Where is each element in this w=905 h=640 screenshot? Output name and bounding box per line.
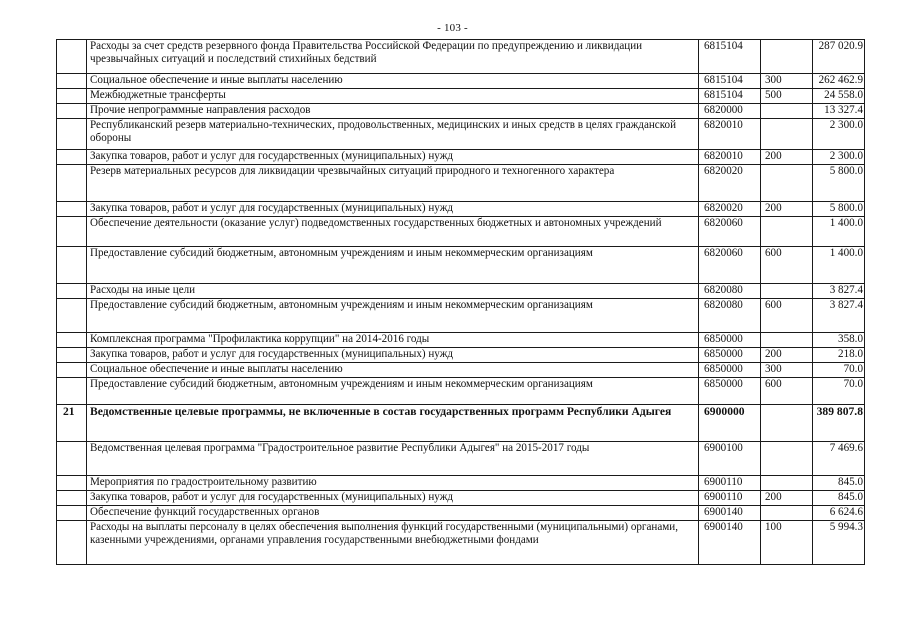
target-code-cell: 6820010 [699, 150, 761, 165]
item-name-cell: Прочие непрограммные направления расходов [87, 104, 699, 119]
amount-cell: 70.0 [813, 363, 865, 378]
table-row [57, 348, 865, 363]
target-code-cell: 6850000 [699, 363, 761, 378]
amount-cell: 262 462.9 [813, 74, 865, 89]
table-row [57, 284, 865, 299]
item-name-cell: Расходы на иные цели [87, 284, 699, 299]
amount-cell: 389 807.8 [813, 405, 865, 442]
row-number-cell [57, 165, 87, 202]
row-number-cell [57, 119, 87, 150]
item-name-cell: Закупка товаров, работ и услуг для государственных (муниципальных) нужд [87, 150, 699, 165]
expense-type-cell: 200 [761, 202, 813, 217]
table-row [57, 165, 865, 202]
target-code-cell: 6820020 [699, 165, 761, 202]
row-number-cell [57, 284, 87, 299]
item-name-cell: Обеспечение функций государственных органов [87, 506, 699, 521]
row-number-cell [57, 506, 87, 521]
item-name-cell: Мероприятия по градостроительному развитию [87, 476, 699, 491]
expense-type-cell [761, 284, 813, 299]
table-row [57, 40, 865, 74]
target-code-cell: 6820060 [699, 247, 761, 284]
expense-type-cell: 200 [761, 150, 813, 165]
row-number-cell [57, 378, 87, 405]
amount-cell: 5 994.3 [813, 521, 865, 565]
amount-cell: 1 400.0 [813, 217, 865, 247]
table-row [57, 378, 865, 405]
row-number-cell [57, 491, 87, 506]
budget-table [56, 39, 865, 565]
amount-cell: 7 469.6 [813, 442, 865, 476]
row-number-cell [57, 348, 87, 363]
amount-cell: 5 800.0 [813, 202, 865, 217]
table-row [57, 202, 865, 217]
target-code-cell: 6900140 [699, 506, 761, 521]
amount-cell: 845.0 [813, 476, 865, 491]
table-row [57, 405, 865, 442]
table-row [57, 363, 865, 378]
amount-cell: 2 300.0 [813, 119, 865, 150]
row-number-cell [57, 217, 87, 247]
expense-type-cell [761, 40, 813, 74]
row-number-cell [57, 476, 87, 491]
expense-type-cell [761, 119, 813, 150]
table-row [57, 119, 865, 150]
table-row [57, 521, 865, 565]
table-row [57, 217, 865, 247]
row-number-cell [57, 74, 87, 89]
table-row [57, 476, 865, 491]
expense-type-cell: 200 [761, 491, 813, 506]
target-code-cell: 6900110 [699, 491, 761, 506]
amount-cell: 1 400.0 [813, 247, 865, 284]
table-row [57, 104, 865, 119]
item-name-cell: Ведомственная целевая программа "Градостроительное развитие Республики Адыгея" на 2015-2017 годы [87, 442, 699, 476]
target-code-cell: 6815104 [699, 74, 761, 89]
expense-type-cell: 600 [761, 378, 813, 405]
item-name-cell: Резерв материальных ресурсов для ликвидации чрезвычайных ситуаций природного и техногенного характера [87, 165, 699, 202]
expense-type-cell [761, 333, 813, 348]
amount-cell: 13 327.4 [813, 104, 865, 119]
target-code-cell: 6850000 [699, 378, 761, 405]
table-row [57, 74, 865, 89]
target-code-cell: 6850000 [699, 333, 761, 348]
row-number-cell [57, 521, 87, 565]
target-code-cell: 6900100 [699, 442, 761, 476]
target-code-cell: 6900140 [699, 521, 761, 565]
table-row [57, 89, 865, 104]
row-number-cell [57, 363, 87, 378]
amount-cell: 218.0 [813, 348, 865, 363]
expense-type-cell: 100 [761, 521, 813, 565]
expense-type-cell [761, 476, 813, 491]
amount-cell: 3 827.4 [813, 284, 865, 299]
amount-cell: 358.0 [813, 333, 865, 348]
table-row [57, 333, 865, 348]
amount-cell: 287 020.9 [813, 40, 865, 74]
target-code-cell: 6820080 [699, 299, 761, 333]
item-name-cell: Предоставление субсидий бюджетным, автономным учреждениям и иным некоммерческим организациям [87, 299, 699, 333]
item-name-cell: Обеспечение деятельности (оказание услуг) подведомственных государственных бюджетных и автономных учреждений [87, 217, 699, 247]
row-number-cell [57, 89, 87, 104]
item-name-cell: Ведомственные целевые программы, не включенные в состав государственных программ Республики Адыгея [87, 405, 699, 442]
expense-type-cell [761, 217, 813, 247]
expense-type-cell: 500 [761, 89, 813, 104]
target-code-cell: 6820060 [699, 217, 761, 247]
target-code-cell: 6900000 [699, 405, 761, 442]
table-row [57, 491, 865, 506]
budget-table-body [57, 40, 865, 565]
target-code-cell: 6900110 [699, 476, 761, 491]
item-name-cell: Закупка товаров, работ и услуг для государственных (муниципальных) нужд [87, 348, 699, 363]
row-number-cell [57, 150, 87, 165]
expense-type-cell [761, 104, 813, 119]
item-name-cell: Предоставление субсидий бюджетным, автономным учреждениям и иным некоммерческим организациям [87, 247, 699, 284]
row-number-cell [57, 247, 87, 284]
expense-type-cell [761, 165, 813, 202]
target-code-cell: 6820000 [699, 104, 761, 119]
target-code-cell: 6820080 [699, 284, 761, 299]
expense-type-cell: 600 [761, 299, 813, 333]
expense-type-cell [761, 442, 813, 476]
item-name-cell: Республиканский резерв материально-технических, продовольственных, медицинских и иных средств в целях гражданской обороны [87, 119, 699, 150]
target-code-cell: 6850000 [699, 348, 761, 363]
item-name-cell: Закупка товаров, работ и услуг для государственных (муниципальных) нужд [87, 202, 699, 217]
row-number-cell [57, 104, 87, 119]
expense-type-cell: 300 [761, 363, 813, 378]
amount-cell: 70.0 [813, 378, 865, 405]
item-name-cell: Межбюджетные трансферты [87, 89, 699, 104]
table-row [57, 506, 865, 521]
table-row [57, 442, 865, 476]
amount-cell: 845.0 [813, 491, 865, 506]
expense-type-cell: 200 [761, 348, 813, 363]
expense-type-cell: 300 [761, 74, 813, 89]
row-number-cell [57, 333, 87, 348]
table-row [57, 150, 865, 165]
page-number: - 103 - [437, 22, 468, 34]
row-number-cell [57, 40, 87, 74]
item-name-cell: Расходы на выплаты персоналу в целях обеспечения выполнения функций государственными (муниципальными) органами, казенными учреждениями, органами управления государственными внебюджетными фондами [87, 521, 699, 565]
item-name-cell: Комплексная программа "Профилактика коррупции" на 2014-2016 годы [87, 333, 699, 348]
expense-type-cell [761, 506, 813, 521]
amount-cell: 2 300.0 [813, 150, 865, 165]
table-row [57, 299, 865, 333]
item-name-cell: Закупка товаров, работ и услуг для государственных (муниципальных) нужд [87, 491, 699, 506]
target-code-cell: 6815104 [699, 89, 761, 104]
amount-cell: 6 624.6 [813, 506, 865, 521]
target-code-cell: 6820020 [699, 202, 761, 217]
item-name-cell: Расходы за счет средств резервного фонда Правительства Российской Федерации по предупреждению и ликвидации чрезвычайных ситуаций и последствий стихийных бедствий [87, 40, 699, 74]
target-code-cell: 6815104 [699, 40, 761, 74]
row-number-cell [57, 442, 87, 476]
table-row [57, 247, 865, 284]
amount-cell: 3 827.4 [813, 299, 865, 333]
expense-type-cell [761, 405, 813, 442]
row-number-cell: 21 [57, 405, 87, 442]
amount-cell: 5 800.0 [813, 165, 865, 202]
item-name-cell: Социальное обеспечение и иные выплаты населению [87, 363, 699, 378]
row-number-cell [57, 202, 87, 217]
row-number-cell [57, 299, 87, 333]
item-name-cell: Предоставление субсидий бюджетным, автономным учреждениям и иным некоммерческим организациям [87, 378, 699, 405]
amount-cell: 24 558.0 [813, 89, 865, 104]
expense-type-cell: 600 [761, 247, 813, 284]
item-name-cell: Социальное обеспечение и иные выплаты населению [87, 74, 699, 89]
target-code-cell: 6820010 [699, 119, 761, 150]
